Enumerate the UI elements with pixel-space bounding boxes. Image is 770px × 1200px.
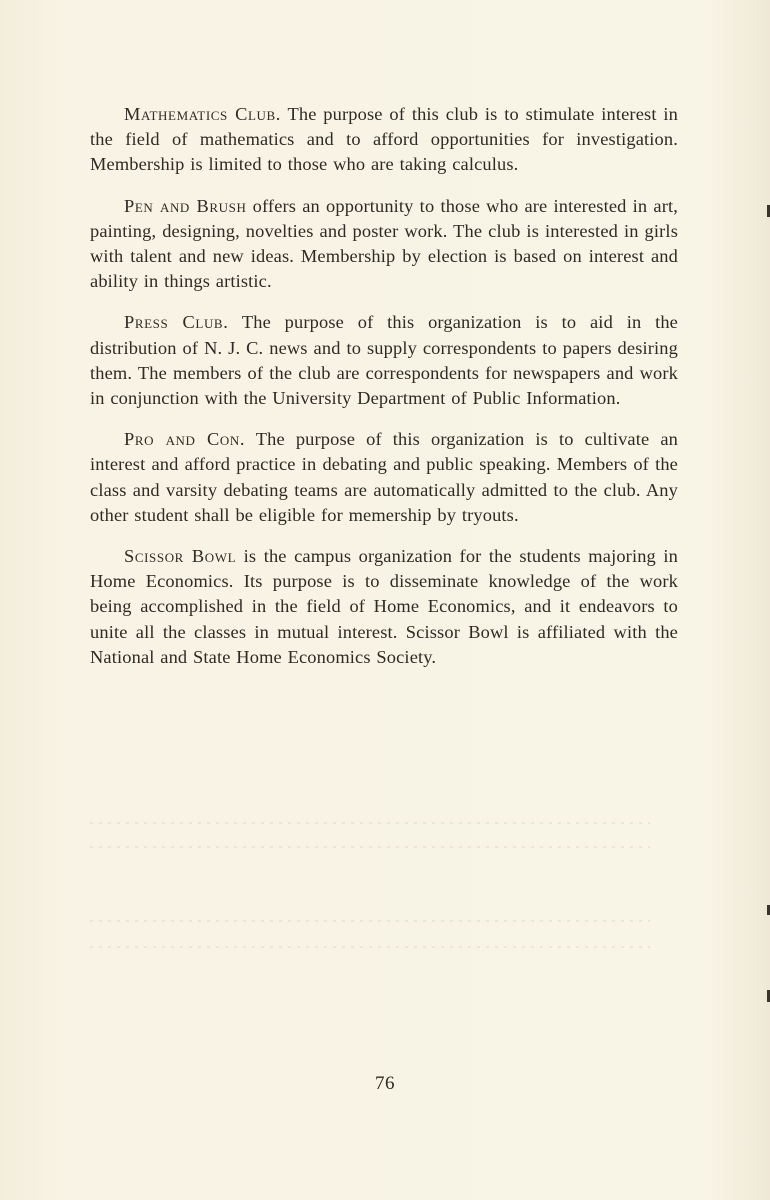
paragraph-pen-and-brush [90,194,678,295]
show-through-line [90,920,650,922]
paragraph-scissor-bowl [90,544,678,670]
page-number: 76 [375,1073,395,1094]
paragraph-title: Scissor Bowl [124,546,237,567]
paragraph-mathematics-club [90,102,678,178]
paragraph-body: The purpose of this organization is to aid in the distribution of N. J. C. news and to supply correspondents to papers desiring them. The members of the club are correspondents for newspapers and work in conjunction with the University Department of Public Information. [90,312,678,409]
paragraph-title: Mathematics Club. [124,104,281,124]
paragraph-title: Pen and Brush [124,195,247,216]
show-through-line [90,822,650,824]
club-descriptions [90,102,678,686]
paragraph-title: Pro and Con. [124,429,246,450]
show-through-line [90,846,650,848]
paragraph-press-club [90,310,678,411]
paragraph-body: The purpose of this organization is to cultivate an interest and afford practice in debating and public speaking. Members of the class and varsity debating teams are automatically admitted to the club. Any other student shall be eligible for memership by tryouts. [90,429,678,525]
paragraph-body: is the campus organization for the students majoring in Home Economics. Its purpose is to disseminate knowledge of the work being accomplished in the field of Home Economics, and it endeavors to unite all the classes in mutual interest. Scissor Bowl is affiliated with the National and State Home Economics Society. [90,546,678,667]
show-through-line [90,946,650,948]
paragraph-title: Press Club. [124,312,229,333]
paragraph-pro-and-con [90,427,678,528]
paragraph-body: The purpose of this club is to stimulate interest in the field of mathematics and to afford opportunities for investigation. Membership is limited to those who are taking calculus. [90,104,678,175]
paragraph-body: offers an opportunity to those who are interested in art, painting, designing, novelties and poster work. The club is interested in girls with talent and new ideas. Membership by election is based on interest and ability in things artistic. [90,195,678,292]
